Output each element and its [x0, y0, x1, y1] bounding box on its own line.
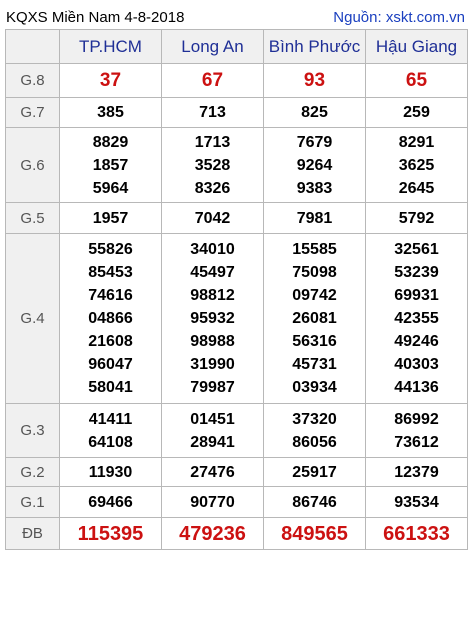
- prize-cell: [60, 203, 162, 234]
- prize-number: 96047: [88, 356, 133, 373]
- prize-cell: [162, 64, 264, 98]
- prize-row: [6, 64, 468, 98]
- prize-number: 04866: [88, 310, 133, 327]
- prize-number: 8326: [194, 179, 231, 197]
- prize-number: 34010: [190, 241, 235, 258]
- prize-cell: [60, 404, 162, 458]
- province-0[interactable]: TP.HCM: [60, 30, 162, 64]
- prize-number: 2645: [398, 179, 435, 197]
- prize-cell: [264, 518, 366, 550]
- prize-label: G.7: [6, 98, 60, 128]
- prize-number: 713: [199, 104, 226, 121]
- prize-cell: [366, 98, 468, 128]
- prize-cell: [264, 404, 366, 458]
- prize-number: 3625: [398, 156, 435, 174]
- prize-number: 69931: [394, 287, 439, 304]
- prize-number: 26081: [292, 310, 337, 327]
- prize-cell: [366, 234, 468, 404]
- prize-number: 9264: [296, 156, 333, 174]
- prize-cell: [264, 64, 366, 98]
- prize-cell: [264, 203, 366, 234]
- prize-number: 85453: [88, 264, 133, 281]
- prize-number: 73612: [394, 433, 439, 451]
- prize-cell: [162, 98, 264, 128]
- prize-number: 8829: [92, 133, 129, 151]
- page-title: KQXS Miền Nam 4-8-2018: [6, 8, 185, 26]
- prize-row: [6, 518, 468, 550]
- prize-number: 93: [303, 69, 326, 91]
- prize-number: 7679: [296, 133, 333, 151]
- prize-number: 12379: [394, 463, 439, 481]
- prize-number: 86056: [292, 433, 337, 451]
- prize-number: 49246: [394, 333, 439, 350]
- prize-number: 9383: [296, 179, 333, 197]
- prize-number: 21608: [88, 333, 133, 350]
- corner-cell: [6, 30, 60, 64]
- prize-number: 15585: [292, 241, 337, 258]
- prize-cell: [162, 404, 264, 458]
- prize-cell: [264, 487, 366, 518]
- prize-label: ĐB: [6, 518, 60, 550]
- province-1[interactable]: Long An: [162, 30, 264, 64]
- prize-number: 79987: [190, 379, 235, 396]
- prize-row: [6, 98, 468, 128]
- prize-number: 479236: [179, 522, 246, 545]
- prize-cell: [366, 487, 468, 518]
- prize-number: 45731: [292, 356, 337, 373]
- prize-row: [6, 203, 468, 234]
- prize-cell: [366, 404, 468, 458]
- prize-number: 55826: [88, 241, 133, 258]
- prize-cell: [60, 128, 162, 203]
- prize-number: 1713: [194, 133, 231, 151]
- prize-number: 86746: [292, 493, 337, 511]
- prize-label: G.8: [6, 64, 60, 98]
- prize-number: 75098: [292, 264, 337, 281]
- prize-number: 3528: [194, 156, 231, 174]
- prize-number: 1957: [92, 209, 129, 227]
- prize-cell: [264, 128, 366, 203]
- prize-number: 98812: [190, 287, 235, 304]
- prize-cell: [264, 98, 366, 128]
- prize-label: G.4: [6, 234, 60, 404]
- prize-number: 65: [405, 69, 428, 91]
- prize-number: 7042: [194, 209, 231, 227]
- prize-cell: [264, 234, 366, 404]
- province-3[interactable]: Hậu Giang: [366, 30, 468, 64]
- prize-number: 27476: [190, 463, 235, 481]
- prize-number: 90770: [190, 493, 235, 511]
- prize-number: 259: [403, 104, 430, 121]
- prize-row: [6, 404, 468, 458]
- prize-number: 69466: [88, 493, 133, 511]
- prize-number: 09742: [292, 287, 337, 304]
- prize-number: 93534: [394, 493, 439, 511]
- prize-cell: [60, 64, 162, 98]
- prize-number: 1857: [92, 156, 129, 174]
- prize-cell: [60, 458, 162, 487]
- header-bar: [5, 5, 467, 29]
- prize-number: 661333: [383, 522, 450, 545]
- prize-number: 5964: [92, 179, 129, 197]
- prize-number: 01451: [190, 410, 235, 428]
- prize-label: G.6: [6, 128, 60, 203]
- prize-cell: [60, 234, 162, 404]
- prize-row: [6, 487, 468, 518]
- prize-cell: [366, 128, 468, 203]
- province-header-row: [6, 30, 468, 64]
- source-link[interactable]: Nguồn: xskt.com.vn: [333, 8, 465, 26]
- prize-cell: [162, 518, 264, 550]
- prize-number: 11930: [88, 463, 133, 481]
- prize-number: 849565: [281, 522, 348, 545]
- results-sheet: [5, 5, 467, 550]
- prize-cell: [60, 518, 162, 550]
- prize-number: 44136: [394, 379, 439, 396]
- prize-number: 45497: [190, 264, 235, 281]
- prize-cell: [264, 458, 366, 487]
- prize-cell: [60, 487, 162, 518]
- prize-number: 64108: [88, 433, 133, 451]
- prize-label: G.1: [6, 487, 60, 518]
- prize-number: 86992: [394, 410, 439, 428]
- results-table: [5, 29, 468, 550]
- prize-number: 74616: [88, 287, 133, 304]
- prize-number: 825: [301, 104, 328, 121]
- prize-cell: [366, 64, 468, 98]
- prize-number: 8291: [398, 133, 435, 151]
- prize-number: 31990: [190, 356, 235, 373]
- prize-cell: [60, 98, 162, 128]
- prize-number: 28941: [190, 433, 235, 451]
- prize-number: 385: [97, 104, 124, 121]
- prize-number: 7981: [296, 209, 333, 227]
- prize-row: [6, 128, 468, 203]
- prize-row: [6, 234, 468, 404]
- prize-number: 03934: [292, 379, 337, 396]
- prize-number: 42355: [394, 310, 439, 327]
- prize-number: 58041: [88, 379, 133, 396]
- prize-label: G.3: [6, 404, 60, 458]
- prize-row: [6, 458, 468, 487]
- prize-number: 67: [201, 69, 224, 91]
- prize-cell: [366, 518, 468, 550]
- prize-number: 37: [99, 69, 122, 91]
- prize-label: G.2: [6, 458, 60, 487]
- prize-cell: [162, 203, 264, 234]
- prize-cell: [162, 458, 264, 487]
- prize-number: 40303: [394, 356, 439, 373]
- prize-number: 37320: [292, 410, 337, 428]
- prize-number: 32561: [394, 241, 439, 258]
- prize-label: G.5: [6, 203, 60, 234]
- prize-number: 5792: [398, 209, 435, 227]
- prize-cell: [162, 487, 264, 518]
- prize-number: 56316: [292, 333, 337, 350]
- prize-number: 25917: [292, 463, 337, 481]
- prize-number: 115395: [77, 522, 144, 545]
- prize-number: 41411: [88, 410, 133, 428]
- prize-cell: [366, 203, 468, 234]
- province-2[interactable]: Bình Phước: [264, 30, 366, 64]
- prize-cell: [162, 128, 264, 203]
- prize-number: 98988: [190, 333, 235, 350]
- prize-cell: [366, 458, 468, 487]
- prize-number: 53239: [394, 264, 439, 281]
- prize-cell: [162, 234, 264, 404]
- prize-number: 95932: [190, 310, 235, 327]
